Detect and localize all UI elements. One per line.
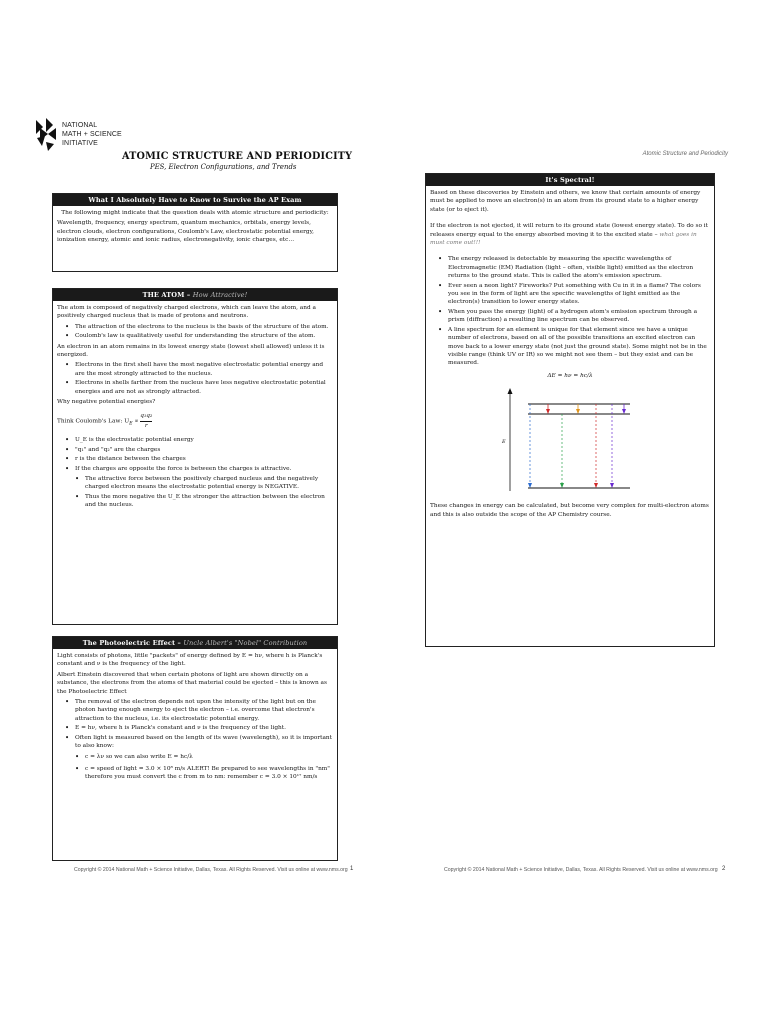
list-item: • U_E is the electrostatic potential energy (57, 436, 333, 444)
list-item: • The energy released is detectable by measuring the specific wavelengths of Electromagnetic (EM) Radiation (light – often, visible light) emitted as the electron returns to the ground state. This is called the atom's emission spectrum. (430, 255, 710, 280)
atom-box (52, 288, 338, 625)
survive-box-body (53, 206, 337, 250)
survive-box (52, 193, 338, 272)
photoelectric-box-body (53, 649, 337, 787)
energy-level-diagram (500, 386, 640, 496)
atom-bullets-4 (67, 475, 333, 510)
photo-heading-accent: Uncle Albert's "Nobel" Contribution (183, 639, 308, 647)
atom-p2: An electron in an atom remains in its lowest energy state (lowest shell allowed) unless it is energized. (57, 343, 325, 359)
transition-arrowhead (594, 483, 598, 488)
list-item: • The attraction of the electrons to the nucleus is the basis of the structure of the atom. (57, 323, 333, 331)
coulomb-sub: E (129, 422, 133, 428)
coulomb-fraction (140, 412, 152, 430)
list-item: • c = speed of light = 3.0 × 10⁸ m/s ALERT! Be prepared to see wavelengths in "nm" therefore you must convert the c from m to nm: remember c = 3.0 × 10¹⁷ nm/s (67, 765, 333, 782)
footer-right: Copyright © 2014 National Math + Science Initiative, Dallas, Texas. All Rights Reserved. Visit us online at www.nms.org (444, 867, 718, 873)
transition-arrowhead (576, 409, 580, 414)
document-title: ATOMIC STRUCTURE AND PERIODICITY (122, 150, 353, 162)
list-item: • Electrons in shells farther from the nucleus have less negative electrostatic potential energies and are not as strongly attracted. (57, 379, 333, 396)
list-item: • If the charges are opposite the force is between the charges is attractive. (57, 465, 333, 473)
list-item: • Thus the more negative the U_E the stronger the attraction between the electron and the nucleus. (67, 493, 333, 510)
survive-box-heading: What I Absolutely Have to Know to Survive the AP Exam (53, 194, 337, 206)
page-number-right: 2 (722, 866, 726, 872)
spectral-box (425, 173, 715, 647)
atom-box-body (53, 301, 337, 515)
atom-heading-text: THE ATOM – (142, 291, 193, 299)
atom-p1: The atom is composed of negatively charged electrons, which can leave the atom, and a positively charged nucleus that is made of protons and neutrons. (57, 305, 317, 320)
list-item: • A line spectrum for an element is unique for that element since we have a unique number of electrons, based on all of the possible transitions an excited electron can move back to a lower energy state (not just the ground state). Some might not be in the visible range (think UV or IR) so we might not see them – but they exist and can be measured. (430, 326, 710, 368)
photo-heading-text: The Photoelectric Effect – (82, 639, 184, 647)
photo-p1: Light consists of photons, little "packets" of energy defined by E = hν, where h is Planck's constant and ν is the frequency of the light. (57, 653, 323, 668)
page-number-left: 1 (350, 866, 354, 872)
transition-arrowhead (546, 409, 550, 414)
energy-axis-arrow (508, 388, 513, 394)
list-item: • When you pass the energy (light) of a hydrogen atom's emission spectrum through a prism (diffraction) a resulting line spectrum can be observed. (430, 308, 710, 325)
coulomb-law (57, 412, 333, 430)
list-item: • E = hν, where h is Planck's constant and ν is the frequency of the light. (57, 724, 333, 732)
photo-bullets (57, 698, 333, 782)
transition-arrowhead (560, 483, 564, 488)
list-item: • c = λν so we can also write E = hc/λ (67, 753, 333, 761)
atom-bullets-3 (57, 436, 333, 509)
photoelectric-box-heading (53, 637, 337, 649)
logo-text (62, 121, 122, 148)
spectral-p2-text: If the electron is not ejected, it will return to its ground state (lowest energy state). To do so it releases energy equal to the energy absorbed moving it to the excited state – (430, 223, 708, 238)
logo-line-3: INITIATIVE (62, 139, 98, 147)
logo-mark (34, 116, 58, 152)
coulomb-numerator: q₁q₂ (140, 412, 152, 421)
atom-bullets-2 (57, 361, 333, 396)
energy-axis-label: E (502, 439, 506, 446)
energy-equation: ΔE = hν = hc/λ (547, 372, 593, 379)
footer-left: Copyright © 2014 National Math + Science Initiative, Dallas, Texas. All Rights Reserved. Visit us online at www.nms.org (74, 867, 348, 873)
list-item: • r is the distance between the charges (57, 455, 333, 463)
survive-intro: The following might indicate that the question deals with atomic structure and periodicity: (61, 210, 329, 216)
list-item: • Often light is measured based on the length of its wave (wavelength), so it is important to also know: (57, 734, 333, 751)
coulomb-label: Think Coulomb's Law: U (57, 418, 130, 425)
photo-sub-bullets (67, 753, 333, 781)
transition-arrowhead (622, 409, 626, 414)
logo-line-2: MATH + SCIENCE (62, 130, 122, 138)
list-item: • Coulomb's law is qualitatively useful for understanding the structure of the atom. (57, 332, 333, 340)
photoelectric-box (52, 636, 338, 861)
nmsi-logo (34, 116, 122, 152)
coulomb-prop: ∝ (132, 418, 141, 425)
spectral-box-body (426, 186, 714, 524)
list-item: • The removal of the electron depends not upon the intensity of the light but on the photon having enough energy to eject the electron – i.e. overcome that electron's attraction to the nucleus, i.e. its electrostatic potential energy. (57, 698, 333, 723)
coulomb-denominator: r (144, 422, 148, 429)
spectral-p1: Based on these discoveries by Einstein and others, we know that certain amounts of energy must be applied to move an electron(s) in an atom from its ground state to a higher energy state (or to eject it). (430, 190, 701, 213)
transition-arrowhead (528, 483, 532, 488)
spectral-bullets (430, 255, 710, 367)
survive-terms: Wavelength, frequency, energy spectrum, quantum mechanics, orbitals, energy levels, electron clouds, electron configurations, Coulomb's Law, electrostatic potential energy, ionization energy, atomic and ionic radius, electronegativity, ionic charges, etc… (57, 220, 314, 244)
spectral-p2-accent: what goes in must come out!!! (430, 231, 697, 247)
document-subtitle: PES, Electron Configurations, and Trends (150, 162, 297, 171)
atom-bullets-1 (57, 323, 333, 341)
atom-p3: Why negative potential energies? (57, 399, 156, 406)
list-item: • Ever seen a neon light? Fireworks? Put something with Cu in it in a flame? The colors you see in the form of light are the specific wavelengths of light emitted as the electron(s) transition to lower energy states. (430, 282, 710, 307)
list-item: • "q₁" and "q₂" are the charges (57, 446, 333, 454)
atom-heading-accent: How Attractive! (192, 291, 248, 299)
logo-line-1: NATIONAL (62, 121, 98, 129)
transition-arrowhead (610, 483, 614, 488)
atom-box-heading (53, 289, 337, 301)
list-item: • Electrons in the first shell have the most negative electrostatic potential energy and are the most strongly attracted to the nucleus. (57, 361, 333, 378)
spectral-p3: These changes in energy can be calculated, but become very complex for multi-electron atoms and this is also outside the scope of the AP Chemistry course. (430, 503, 709, 518)
spectral-box-heading: It's Spectral! (426, 174, 714, 186)
photo-p2: Albert Einstein discovered that when certain photons of light are shown directly on a substance, the electrons from the atoms of that material could be ejected – this is known as the Photoelectric Effect (57, 671, 327, 695)
spectral-p2 (430, 222, 710, 247)
list-item: • The attractive force between the positively charged nucleus and the negatively charged electron means the electrostatic potential energy is NEGATIVE. (67, 475, 333, 492)
running-head: Atomic Structure and Periodicity (642, 151, 728, 157)
